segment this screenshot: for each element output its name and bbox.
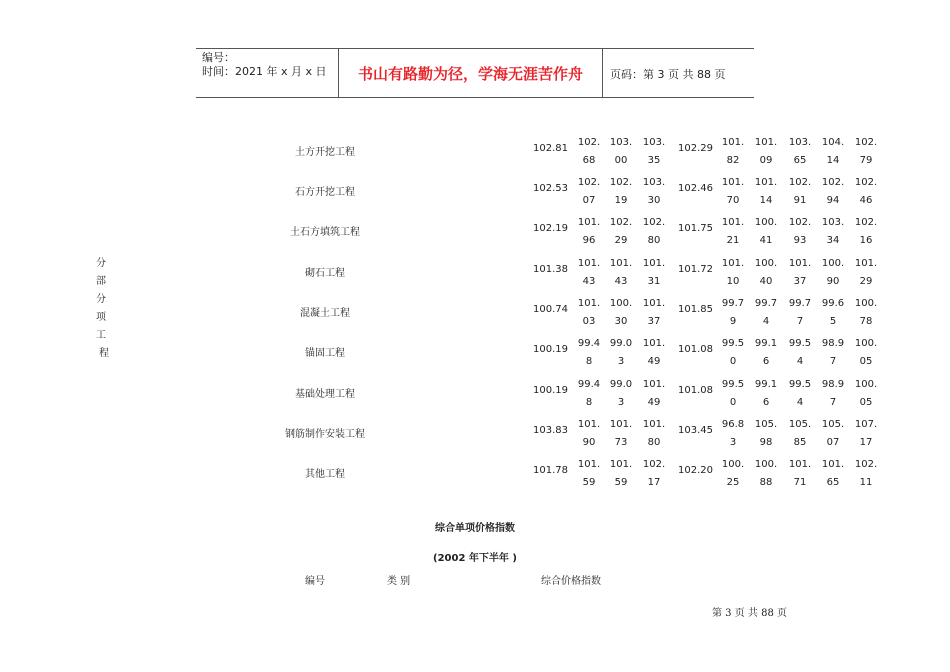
index-value-part: 6 [762, 356, 770, 367]
index-value-wrapped [719, 214, 747, 250]
index-value-wrapped [786, 214, 814, 250]
side-label-char: 工 [96, 330, 106, 341]
index-value-part: 9 [729, 316, 737, 327]
index-value-part: 100. [754, 459, 778, 470]
index-value-wrapped [752, 335, 780, 371]
index-value-wrapped [575, 295, 603, 331]
index-value-part: 07 [826, 437, 840, 448]
index-value-wrapped [575, 214, 603, 250]
index-value: 100.19 [533, 385, 568, 396]
index-value-part: 101. [609, 258, 633, 269]
index-value-wrapped [852, 335, 880, 371]
index-value-part: 99.6 [821, 298, 845, 309]
side-label-char: 分 [96, 294, 106, 305]
index-value-part: 103. [609, 137, 633, 148]
index-value: 101.85 [678, 304, 713, 315]
index-value-wrapped [752, 295, 780, 331]
index-value-part: 102. [854, 137, 878, 148]
index-value-part: 99.4 [577, 338, 601, 349]
index-value-part: 78 [859, 316, 873, 327]
index-value-wrapped [819, 174, 847, 210]
index-value-wrapped [719, 335, 747, 371]
index-value-part: 43 [582, 276, 596, 287]
index-value-wrapped [819, 416, 847, 452]
section-title: 综合单项价格指数 [435, 523, 515, 534]
index-value-part: 104. [821, 137, 845, 148]
side-label-char: 程 [99, 348, 109, 359]
index-value-part: 100. [854, 379, 878, 390]
row-item-name: 砌石工程 [305, 268, 345, 279]
index-value-part: 101. [721, 217, 745, 228]
index-value-wrapped [819, 255, 847, 291]
index-value-part: 102. [854, 459, 878, 470]
index-value-part: 88 [759, 477, 773, 488]
index-value-part: 101. [609, 459, 633, 470]
index-value-part: 99.4 [577, 379, 601, 390]
index-value-wrapped [640, 255, 668, 291]
index-value-part: 37 [647, 316, 661, 327]
index-value-part: 105. [821, 419, 845, 430]
index-value: 102.46 [678, 183, 713, 194]
row-item-name: 锚固工程 [305, 348, 345, 359]
index-value: 103.83 [533, 425, 568, 436]
row-item-name: 土方开挖工程 [295, 147, 355, 158]
index-value-part: 59 [582, 477, 596, 488]
index-value-part: 96.8 [721, 419, 745, 430]
index-value-part: 102. [788, 177, 812, 188]
header-page-label: 页码：第 3 页 共 88 页 [610, 68, 726, 81]
index-value-part: 98.9 [821, 338, 845, 349]
index-value-wrapped [575, 416, 603, 452]
index-value: 102.53 [533, 183, 568, 194]
index-value: 100.19 [533, 344, 568, 355]
index-value-wrapped [607, 134, 635, 170]
index-value-part: 100. [721, 459, 745, 470]
index-value-part: 37 [793, 276, 807, 287]
index-value-part: 99.5 [721, 379, 745, 390]
index-value-part: 09 [759, 155, 773, 166]
index-value-wrapped [819, 134, 847, 170]
index-value-part: 3 [617, 397, 625, 408]
index-value-wrapped [819, 335, 847, 371]
index-value-wrapped [786, 295, 814, 331]
index-value-part: 3 [617, 356, 625, 367]
index-value-wrapped [640, 134, 668, 170]
index-value-part: 100. [754, 258, 778, 269]
index-value-part: 99.7 [788, 298, 812, 309]
table-row [0, 210, 950, 250]
index-value: 101.72 [678, 264, 713, 275]
index-value-part: 4 [796, 356, 804, 367]
index-value-part: 29 [614, 235, 628, 246]
index-value-part: 6 [762, 397, 770, 408]
index-value-wrapped [719, 174, 747, 210]
index-value-part: 85 [793, 437, 807, 448]
index-value-wrapped [786, 416, 814, 452]
index-value-part: 30 [614, 316, 628, 327]
index-value-part: 101. [788, 459, 812, 470]
index-value-wrapped [575, 174, 603, 210]
index-value-part: 90 [826, 276, 840, 287]
index-value-wrapped [607, 456, 635, 492]
row-item-name: 其他工程 [305, 469, 345, 480]
index-value-part: 105. [788, 419, 812, 430]
index-value-wrapped [752, 214, 780, 250]
index-value-part: 96 [582, 235, 596, 246]
index-value-part: 101. [754, 137, 778, 148]
index-value-part: 70 [726, 195, 740, 206]
header-motto: 书山有路勤为径，学海无涯苦作舟 [357, 64, 583, 83]
index-value-part: 102. [609, 217, 633, 228]
index-value-wrapped [786, 255, 814, 291]
index-value-wrapped [719, 416, 747, 452]
index-value-part: 35 [647, 155, 661, 166]
index-value-part: 103. [642, 137, 666, 148]
index-value: 102.19 [533, 223, 568, 234]
index-value-part: 105. [754, 419, 778, 430]
index-value-part: 101. [642, 258, 666, 269]
index-value-wrapped [819, 214, 847, 250]
index-value-part: 73 [614, 437, 628, 448]
index-value-part: 59 [614, 477, 628, 488]
index-value-part: 65 [826, 477, 840, 488]
index-value-wrapped [852, 255, 880, 291]
section-subtitle: (2002 年下半年 ) [433, 553, 517, 564]
index-value-part: 3 [729, 437, 737, 448]
index-value-part: 03 [582, 316, 596, 327]
index-value-part: 100. [854, 338, 878, 349]
index-value-wrapped [786, 335, 814, 371]
index-value-wrapped [852, 134, 880, 170]
index-value-part: 8 [585, 356, 593, 367]
index-value-wrapped [852, 214, 880, 250]
index-value-wrapped [575, 335, 603, 371]
index-value-wrapped [719, 456, 747, 492]
table-row [0, 291, 950, 331]
index-value-part: 102. [609, 177, 633, 188]
index-value-part: 7 [829, 356, 837, 367]
index-value-part: 80 [647, 235, 661, 246]
index-value-part: 5 [829, 316, 837, 327]
index-value-wrapped [640, 335, 668, 371]
index-value-part: 19 [614, 195, 628, 206]
index-value-wrapped [752, 134, 780, 170]
index-value-part: 00 [614, 155, 628, 166]
index-value-part: 0 [729, 397, 737, 408]
row-item-name: 钢筋制作安装工程 [285, 429, 365, 440]
row-item-name: 土石方填筑工程 [290, 227, 360, 238]
index-value-part: 99.1 [754, 338, 778, 349]
index-value-part: 0 [729, 356, 737, 367]
index-value-part: 29 [859, 276, 873, 287]
index-value-wrapped [719, 295, 747, 331]
index-value-wrapped [752, 174, 780, 210]
index-value-part: 100. [754, 217, 778, 228]
index-value-wrapped [752, 416, 780, 452]
index-value-part: 101. [577, 217, 601, 228]
index-value-wrapped [786, 134, 814, 170]
index-value-part: 4 [762, 316, 770, 327]
page-footer: 第 3 页 共 88 页 [712, 608, 787, 619]
row-item-name: 混凝土工程 [300, 308, 350, 319]
index-value-part: 43 [614, 276, 628, 287]
index-value-part: 49 [647, 356, 661, 367]
index-value-part: 40 [759, 276, 773, 287]
index-value-part: 68 [582, 155, 596, 166]
index-value-part: 99.7 [754, 298, 778, 309]
index-value-wrapped [819, 456, 847, 492]
index-value-wrapped [786, 174, 814, 210]
table-row [0, 251, 950, 291]
index-value-wrapped [575, 134, 603, 170]
index-value-part: 101. [577, 258, 601, 269]
index-value-wrapped [852, 174, 880, 210]
index-value-part: 65 [793, 155, 807, 166]
index-value-wrapped [607, 214, 635, 250]
index-value-part: 101. [642, 379, 666, 390]
index-value-part: 99.1 [754, 379, 778, 390]
index-value-wrapped [819, 376, 847, 412]
index-value-part: 7 [796, 316, 804, 327]
column-header-index: 综合价格指数 [541, 576, 601, 587]
index-value-part: 102. [577, 177, 601, 188]
index-value-part: 100. [821, 258, 845, 269]
index-value: 101.08 [678, 344, 713, 355]
index-value-part: 30 [647, 195, 661, 206]
index-value-wrapped [607, 255, 635, 291]
index-value: 101.08 [678, 385, 713, 396]
index-value-wrapped [607, 174, 635, 210]
index-value-part: 25 [726, 477, 740, 488]
index-value-part: 101. [821, 459, 845, 470]
index-value-part: 05 [859, 356, 873, 367]
index-value-part: 107. [854, 419, 878, 430]
index-value-part: 79 [859, 155, 873, 166]
index-value-part: 101. [642, 298, 666, 309]
column-header-category: 类 别 [387, 576, 411, 587]
index-value-part: 99.0 [609, 338, 633, 349]
index-value-part: 102. [577, 137, 601, 148]
index-value-part: 82 [726, 155, 740, 166]
table-row [0, 130, 950, 170]
index-value-wrapped [640, 174, 668, 210]
page-header [196, 48, 754, 98]
index-value-part: 4 [796, 397, 804, 408]
index-value-wrapped [607, 416, 635, 452]
index-value-part: 05 [859, 397, 873, 408]
index-value-part: 71 [793, 477, 807, 488]
index-value-wrapped [640, 295, 668, 331]
column-header-number: 编号 [305, 576, 325, 587]
index-value-part: 93 [793, 235, 807, 246]
index-value-wrapped [719, 376, 747, 412]
index-value-part: 103. [642, 177, 666, 188]
index-value-wrapped [575, 456, 603, 492]
index-value-part: 101. [577, 459, 601, 470]
index-value-part: 11 [859, 477, 873, 488]
index-value-wrapped [607, 295, 635, 331]
index-value-part: 99.5 [721, 338, 745, 349]
index-value-part: 101. [642, 419, 666, 430]
header-number-label: 编号： [202, 51, 235, 64]
index-value: 100.74 [533, 304, 568, 315]
index-value-wrapped [752, 376, 780, 412]
index-value-wrapped [575, 376, 603, 412]
side-label-char: 分 [96, 258, 106, 269]
table-row [0, 331, 950, 371]
table-row [0, 452, 950, 492]
index-value-part: 16 [859, 235, 873, 246]
index-value-wrapped [640, 214, 668, 250]
index-value-part: 21 [726, 235, 740, 246]
index-value-part: 102. [642, 459, 666, 470]
index-value-part: 103. [821, 217, 845, 228]
index-value-wrapped [575, 255, 603, 291]
index-value-part: 103. [788, 137, 812, 148]
index-value-part: 41 [759, 235, 773, 246]
index-value-part: 100. [609, 298, 633, 309]
side-label-char: 部 [96, 276, 106, 287]
index-value-part: 8 [585, 397, 593, 408]
index-value-part: 34 [826, 235, 840, 246]
index-value-part: 14 [759, 195, 773, 206]
index-value-part: 14 [826, 155, 840, 166]
index-value-wrapped [852, 416, 880, 452]
index-value: 103.45 [678, 425, 713, 436]
index-value-part: 90 [582, 437, 596, 448]
index-value-part: 31 [647, 276, 661, 287]
index-value-part: 7 [829, 397, 837, 408]
header-divider [602, 49, 603, 97]
index-value-wrapped [719, 134, 747, 170]
index-value-part: 102. [854, 217, 878, 228]
index-value: 101.38 [533, 264, 568, 275]
index-value-wrapped [852, 376, 880, 412]
side-label-char: 项 [96, 312, 106, 323]
index-value-wrapped [786, 376, 814, 412]
index-value-part: 98 [759, 437, 773, 448]
index-value-part: 101. [754, 177, 778, 188]
index-value-part: 91 [793, 195, 807, 206]
index-value-part: 101. [642, 338, 666, 349]
index-value-part: 10 [726, 276, 740, 287]
index-value-part: 07 [582, 195, 596, 206]
index-value-part: 102. [854, 177, 878, 188]
index-value-part: 99.7 [721, 298, 745, 309]
index-value: 102.81 [533, 143, 568, 154]
index-value-wrapped [607, 376, 635, 412]
index-value-wrapped [852, 456, 880, 492]
index-value-wrapped [607, 335, 635, 371]
index-value-wrapped [752, 255, 780, 291]
index-value-part: 100. [854, 298, 878, 309]
header-meta [202, 51, 327, 79]
index-value-part: 101. [721, 177, 745, 188]
index-value-part: 101. [854, 258, 878, 269]
index-value-part: 17 [647, 477, 661, 488]
index-value-part: 102. [788, 217, 812, 228]
index-value-part: 99.5 [788, 338, 812, 349]
row-item-name: 基础处理工程 [295, 389, 355, 400]
index-value: 101.75 [678, 223, 713, 234]
index-value-part: 102. [821, 177, 845, 188]
index-value-part: 101. [721, 258, 745, 269]
index-value-part: 101. [609, 419, 633, 430]
index-value-wrapped [852, 295, 880, 331]
index-value-wrapped [752, 456, 780, 492]
index-value: 101.78 [533, 465, 568, 476]
table-row [0, 412, 950, 452]
index-value-part: 101. [577, 419, 601, 430]
index-value-wrapped [640, 376, 668, 412]
index-value-part: 98.9 [821, 379, 845, 390]
index-value: 102.20 [678, 465, 713, 476]
index-value-part: 102. [642, 217, 666, 228]
index-value-part: 17 [859, 437, 873, 448]
index-value-wrapped [786, 456, 814, 492]
index-value-part: 80 [647, 437, 661, 448]
index-value-part: 46 [859, 195, 873, 206]
header-time-label: 时间：2021 年 x 月 x 日 [202, 65, 327, 78]
table-row [0, 170, 950, 210]
row-item-name: 石方开挖工程 [295, 187, 355, 198]
index-value-part: 99.0 [609, 379, 633, 390]
index-value-wrapped [819, 295, 847, 331]
index-value: 102.29 [678, 143, 713, 154]
table-row [0, 372, 950, 412]
index-value-part: 101. [577, 298, 601, 309]
index-value-wrapped [640, 416, 668, 452]
index-value-part: 99.5 [788, 379, 812, 390]
index-value-wrapped [719, 255, 747, 291]
index-value-wrapped [640, 456, 668, 492]
index-value-part: 49 [647, 397, 661, 408]
index-value-part: 94 [826, 195, 840, 206]
index-value-part: 101. [721, 137, 745, 148]
index-value-part: 101. [788, 258, 812, 269]
